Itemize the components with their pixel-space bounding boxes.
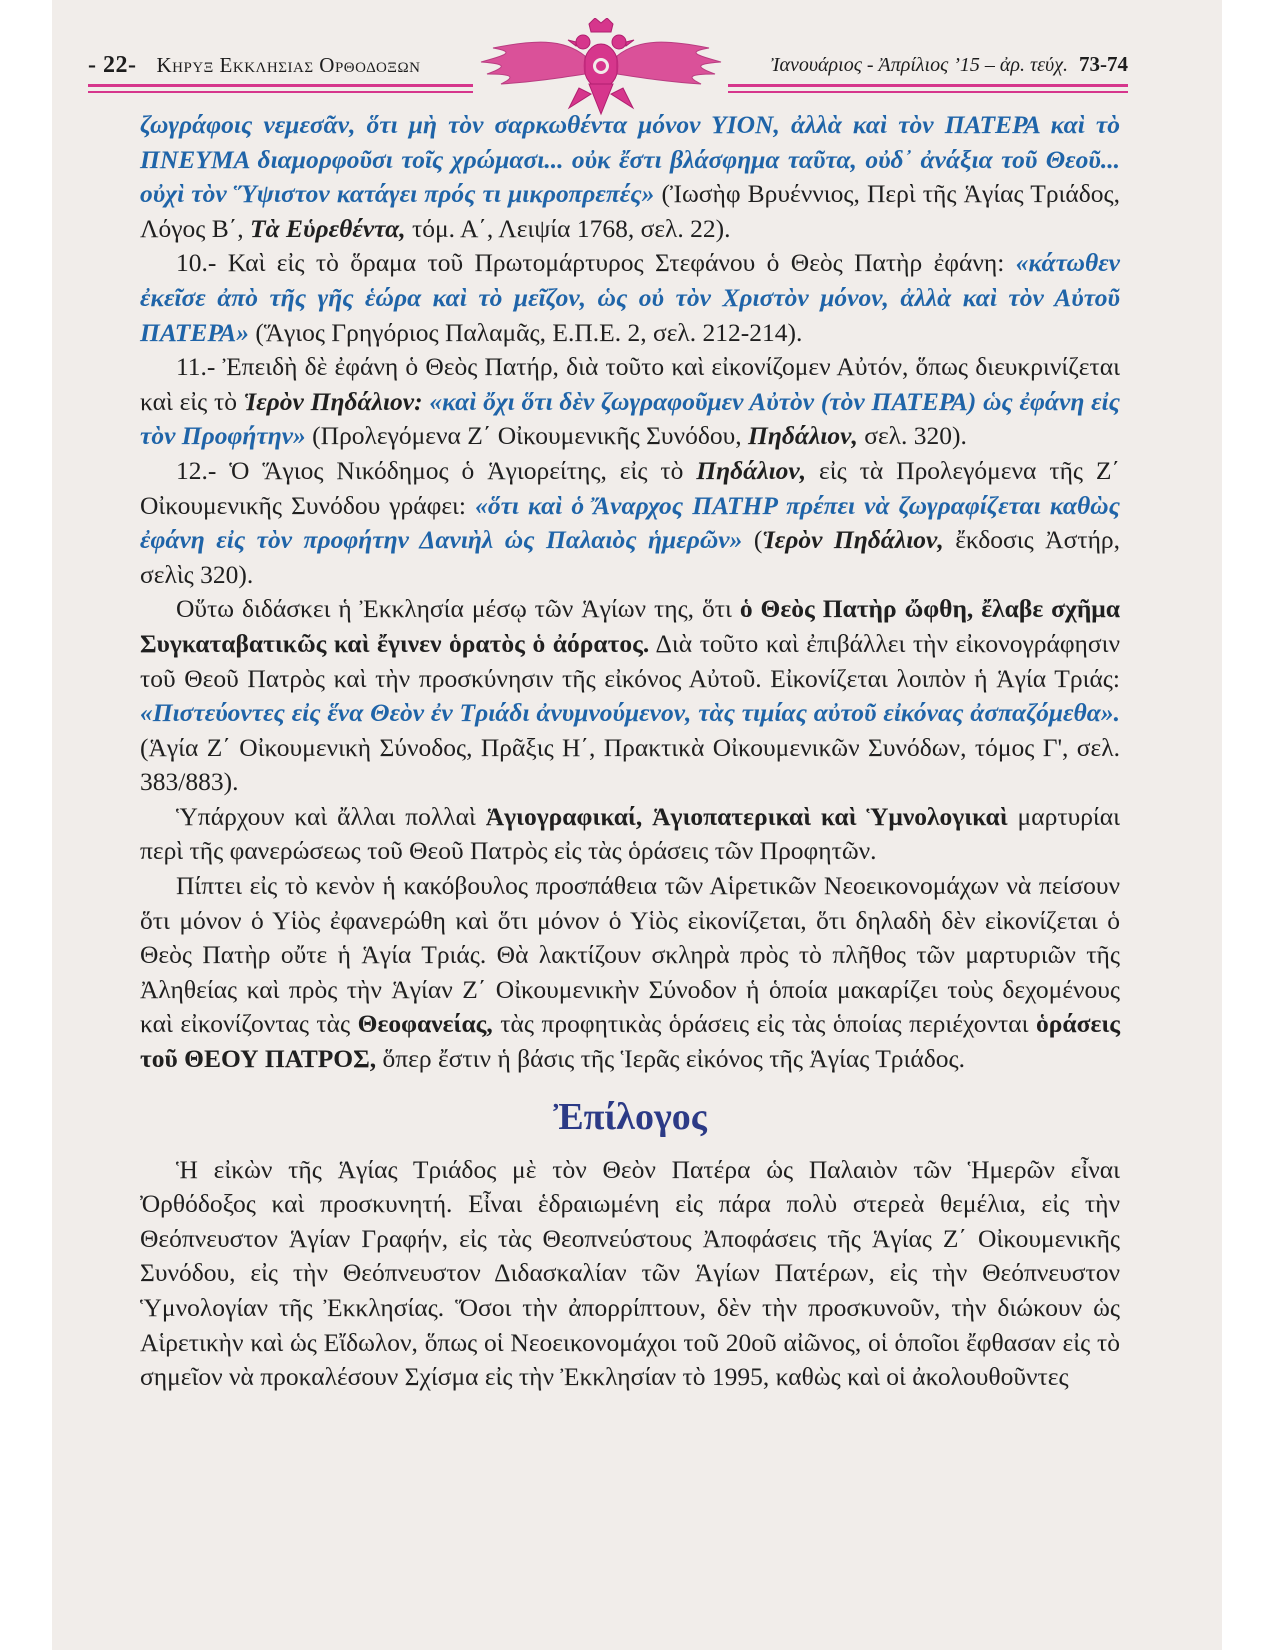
text: (Προλεγόμενα Ζ΄ Οἰκουμενικῆς Συνόδου, [305, 421, 748, 451]
citation-title: Τὰ Εὑρεθέντα, [249, 213, 406, 243]
citation-title: Πηδάλιον, [696, 455, 807, 485]
header-left [88, 52, 420, 79]
text: Οὕτω διδάσκει ἡ Ἐκκλησία μέσῳ τῶν Ἁγίων της, ὅτι [176, 594, 740, 624]
text: 12.- Ὁ Ἅγιος Νικόδημος ὁ Ἁγιορείτης, εἰς τὸ [176, 455, 697, 485]
quote: «Πιστεύοντες εἰς ἕνα Θεὸν ἐν Τριάδι ἀνυμνούμενον, τὰς τιμίας αὐτοῦ εἰκόνας ἀσπαζόμεθα». [140, 698, 1120, 728]
text: Ἡ εἰκὼν τῆς Ἁγίας Τριάδος μὲ τὸν Θεὸν Πατέρα ὡς Παλαιὸν τῶν Ἡμερῶν εἶναι Ὀρθόδοξος καὶ προσκυνητή. Εἶναι ἑδραιωμένη εἰς πάρα πολὺ στερεὰ θεμέλια, εἰς τὴν Θεόπνευστον Ἁγίαν Γραφήν, εἰς τὰς Θεοπνεύστους Ἀποφάσεις τῆς Ἁγίας Ζ΄ Οἰκουμενικῆς Συνόδου, εἰς τὴν Θεόπνευστον Διδασκαλίαν τῶν Ἁγίων Πατέρων, εἰς τὴν Θεόπνευστον Ὑμνολογίαν τῆς Ἐκκλησίας. Ὅσοι τὴν ἀπορρίπτουν, δὲν τὴν προσκυνοῦν, τὴν διώκουν ὡς Αἱρετικὴν καὶ ὡς Εἴδωλον, ὅπως οἱ Νεοεικονομάχοι τοῦ 20οῦ αἰῶνος, οἱ ὁποῖοι ἔφθασαν εἰς τὸ σημεῖον νὰ προκαλέσουν Σχίσμα εἰς τὴν Ἐκκλησίαν τὸ 1995, καθὼς καὶ οἱ ἀκολουθοῦντες [140, 1154, 1120, 1392]
header-rule [728, 91, 1128, 93]
header-rule [88, 84, 473, 87]
text: (Ἅγιος Γρηγόριος Παλαμᾶς, Ε.Π.Ε. 2, σελ. 212-214). [248, 317, 803, 347]
emphasis: ὁ Θεὸς Πατὴρ ὤφθη, ἔλαβε σχῆμα Συγκαταβατικῶς καὶ ἔγινεν ὁρατὸς ὁ ἀόρατος. [140, 594, 1120, 658]
emphasis: Θεοφανείας, [357, 1009, 493, 1039]
article-body [140, 108, 1120, 1395]
text: εἰς τὰ Προλεγόμενα τῆς Ζ΄ Οἰκουμενικῆς Συνόδου γράφει: [140, 455, 1120, 520]
page-number: - 22- [88, 52, 137, 78]
paragraph [140, 1153, 1120, 1395]
paragraph [140, 869, 1120, 1077]
paragraph [140, 108, 1120, 246]
page-header [88, 40, 1128, 100]
magazine-title: Κηρυξ Εκκλησιας Ορθοδοξων [156, 53, 421, 77]
emphasis: ὁράσεις τοῦ ΘΕΟΥ ΠΑΤΡΟΣ, [140, 1009, 1121, 1074]
quote: ζωγράφοις νεμεσᾶν, ὅτι μὴ τὸν σαρκωθέντα μόνον ΥΙΟΝ, ἀλλὰ καὶ τὸν ΠΑΤΕΡΑ καὶ τὸ ΠΝΕΥΜΑ διαμορφοῦσι τοῖς χρώμασι... οὐκ ἔστι βλάσφημα ταῦτα, οὐδ᾽ ἀνάξια τοῦ Θεοῦ... οὐχὶ τὸν Ὕψιστον κατάγει πρός τι μικροπρεπές» [140, 110, 1120, 209]
paragraph [140, 246, 1120, 350]
paragraph [140, 592, 1120, 800]
text: Ὑπάρχουν καὶ ἄλλαι πολλαὶ [176, 801, 486, 831]
text: (Ἁγία Ζ΄ Οἰκουμενικὴ Σύνοδος, Πρᾶξις Η΄, Πρακτικὰ Οἰκουμενικῶν Συνόδων, τόμος Γ', σελ. 383/883). [140, 732, 1120, 797]
header-right [771, 52, 1128, 77]
emphasis: Ἁγιογραφικαί, Ἁγιοπατερικαὶ καὶ Ὑμνολογικαὶ [485, 801, 1008, 831]
section-heading: Ἐπίλογος [553, 1095, 707, 1138]
text: ἔκδοσις Ἀστήρ, σελὶς 320). [140, 525, 1121, 589]
text: 11.- Ἐπειδὴ δὲ ἐφάνη ὁ Θεὸς Πατήρ, διὰ τοῦτο καὶ εἰκονίζομεν Αὐτόν, ὅπως διευκρινίζεται καὶ εἰς τὸ [140, 352, 1120, 416]
header-rule [728, 84, 1128, 87]
text: (Ἰωσὴφ Βρυέννιος, Περὶ τῆς Ἁγίας Τριάδος, Λόγος Β΄, [140, 179, 1120, 243]
header-rule [88, 91, 473, 93]
paragraph [140, 800, 1120, 869]
citation-title: Πηδάλιον, [747, 421, 858, 451]
quote: «καὶ ὄχι ὅτι δὲν ζωγραφοῦμεν Αὐτὸν (τὸν ΠΑΤΕΡΑ) ὡς ἐφάνη εἰς τὸν Προφήτην» [140, 386, 1120, 451]
text: τὰς προφητικὰς ὁράσεις εἰς τὰς ὁποίας περιέχονται [492, 1009, 1036, 1039]
text: 10.- Καὶ εἰς τὸ ὅραμα τοῦ Πρωτομάρτυρος Στεφάνου ὁ Θεὸς Πατὴρ ἐφάνη: [176, 248, 1016, 278]
quote: «ὅτι καὶ ὁ Ἄναρχος ΠΑΤΗΡ πρέπει νὰ ζωγραφίζεται καθὼς ἐφάνη εἰς τὸν προφήτην Δανιὴλ ὡς Παλαιὸς ἡμερῶν» [140, 490, 1120, 555]
text: ὅπερ ἔστιν ἡ βάσις τῆς Ἱερᾶς εἰκόνος τῆς Ἁγίας Τριάδος. [376, 1044, 965, 1074]
citation-title: Ἱερὸν Πηδάλιον: [243, 386, 423, 416]
issue-number: 73-74 [1079, 52, 1128, 76]
text: σελ. 320). [857, 421, 967, 451]
text: ( [742, 525, 763, 555]
double-headed-eagle-icon [473, 18, 728, 116]
text: τόμ. Α΄, Λειψία 1768, σελ. 22). [405, 213, 731, 243]
text: Πίπτει εἰς τὸ κενὸν ἡ κακόβουλος προσπάθεια τῶν Αἱρετικῶν Νεοεικονομάχων νὰ πείσουν ὅτι μόνον ὁ Υἱὸς ἐφανερώθη καὶ ὅτι μόνον ὁ Υἱὸς εἰκονίζεται, ὅτι δηλαδὴ δὲν εἰκονίζεται ὁ Θεὸς Πατὴρ οὔτε ἡ Ἁγία Τριάς. Θὰ λακτίζουν σκληρὰ πρὸς τὸ πλῆθος τῶν μαρτυριῶν τῆς Ἀληθείας καὶ πρὸς τὴν Ἁγίαν Ζ΄ Οἰκουμενικὴν Σύνοδον ἡ ὁποία μακαρίζει τοὺς δεχομένους καὶ εἰκονίζοντας τὰς [140, 871, 1120, 1039]
quote: «κάτωθεν ἐκεῖσε ἀπὸ τῆς γῆς ἑώρα καὶ τὸ μεῖζον, ὡς οὐ τὸν Χριστὸν μόνον, ἀλλὰ καὶ τὸν Αὐτοῦ ΠΑΤΕΡΑ» [140, 248, 1120, 347]
paragraph [140, 350, 1120, 454]
citation-title: Ἱερὸν Πηδάλιον, [762, 525, 944, 555]
issue-date: Ἰανουάριος - Ἀπρίλιος ’15 – ἀρ. τεύχ. [770, 54, 1068, 76]
text: Διὰ τοῦτο καὶ ἐπιβάλλει τὴν εἰκονογράφησιν τοῦ Θεοῦ Πατρὸς καὶ τὴν προσκύνησιν τῆς εἰκόνος Αὐτοῦ. Εἰκονίζεται λοιπὸν ἡ Ἁγία Τριάς: [140, 628, 1121, 693]
text: μαρτυρίαι περὶ τῆς φανερώσεως τοῦ Θεοῦ Πατρὸς εἰς τὰς ὁράσεις τῶν Προφητῶν. [140, 801, 1120, 866]
paragraph [140, 454, 1120, 592]
